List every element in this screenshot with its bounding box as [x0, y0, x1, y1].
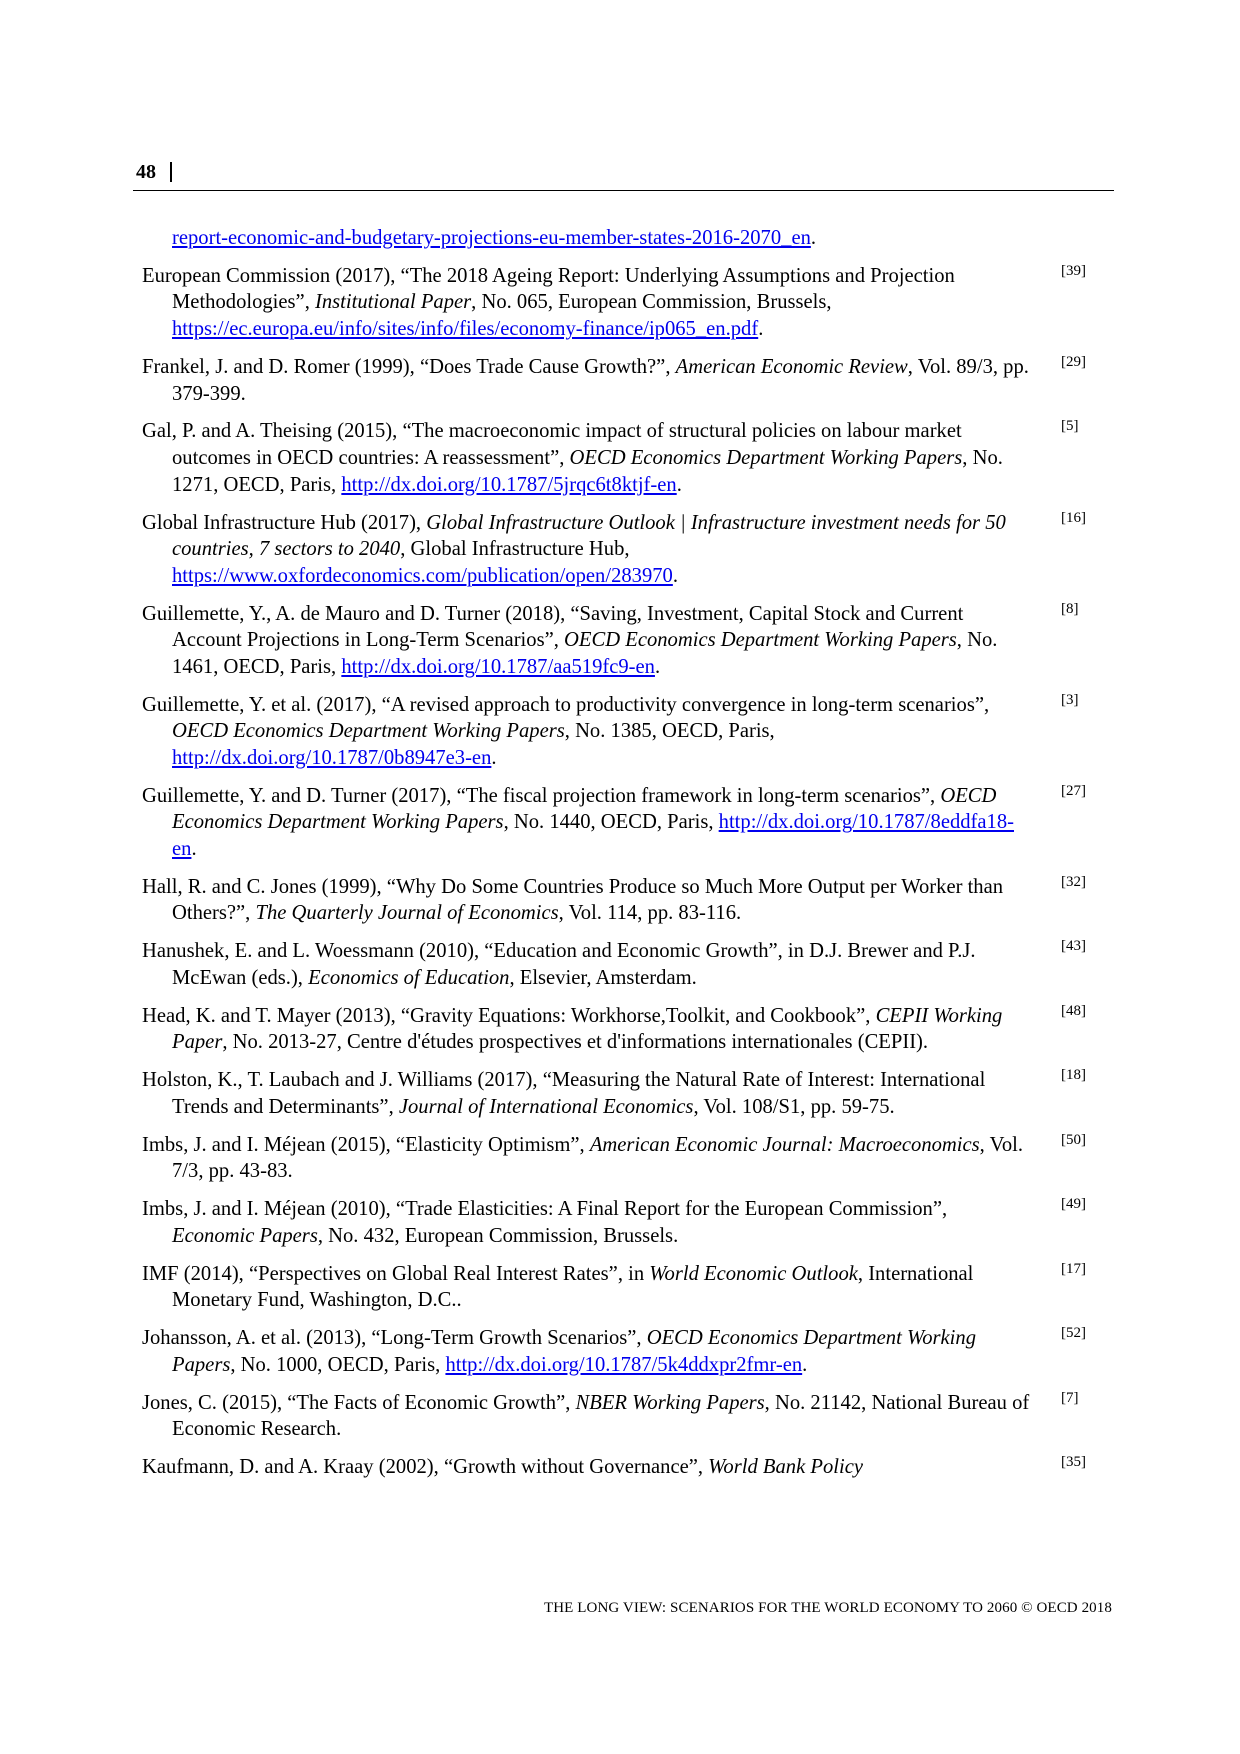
header-separator-bar	[170, 162, 172, 182]
reference-number: [8]	[1061, 600, 1079, 617]
reference-text: , No. 1461, OECD, Paris,	[172, 629, 998, 678]
reference-text: .	[672, 564, 679, 587]
reference-text: .	[654, 655, 661, 678]
reference-text: Frankel, J. and D. Romer (1999), “Does Trade Cause Growth?”,	[142, 355, 676, 378]
reference-text: Guillemette, Y. and D. Turner (2017), “The fiscal projection framework in long-term scenarios”,	[142, 784, 941, 807]
reference-number: [39]	[1061, 262, 1086, 279]
reference-item	[142, 1261, 1092, 1314]
reference-text-block	[142, 1454, 1032, 1481]
reference-text: .	[191, 837, 197, 860]
reference-text: Imbs, J. and I. Méjean (2015), “Elasticity Optimism”,	[142, 1133, 590, 1156]
reference-text-block	[142, 1196, 1032, 1249]
reference-link[interactable]: https://www.oxfordeconomics.com/publication/open/283970	[172, 564, 673, 587]
reference-text: .	[676, 473, 682, 496]
reference-number: [16]	[1061, 509, 1086, 526]
reference-link[interactable]: report-economic-and-budgetary-projections-eu-member-states-2016-2070_en	[172, 227, 811, 249]
reference-item	[142, 1325, 1092, 1378]
reference-item	[142, 692, 1092, 772]
reference-link[interactable]: http://dx.doi.org/10.1787/0b8947e3-en	[172, 746, 492, 769]
reference-text-block	[142, 510, 1032, 590]
reference-item	[142, 874, 1092, 927]
reference-link[interactable]: http://dx.doi.org/10.1787/5jrqc6t8ktjf-en	[341, 473, 677, 496]
reference-source-title: OECD Economics Department Working Papers	[564, 629, 957, 652]
reference-text: , Vol. 108/S1, pp. 59-75.	[693, 1095, 895, 1118]
reference-text: , No. 1440, OECD, Paris,	[503, 811, 719, 834]
reference-text: .	[758, 318, 764, 341]
reference-text-block	[142, 601, 1032, 681]
reference-text: Hanushek, E. and L. Woessmann (2010), “Education and Economic Growth”, in D.J. Brewer and P.J. McEwan (eds.),	[142, 940, 976, 989]
reference-item	[142, 1196, 1092, 1249]
reference-text-block	[142, 1325, 1032, 1378]
page-footer: THE LONG VIEW: SCENARIOS FOR THE WORLD ECONOMY TO 2060 © OECD 2018	[543, 1600, 1112, 1616]
reference-source-title: American Economic Journal: Macroeconomics	[589, 1133, 980, 1156]
reference-text: Guillemette, Y. et al. (2017), “A revised approach to productivity convergence in long-term scenarios”,	[142, 693, 990, 716]
reference-text: , No. 432, European Commission, Brussels.	[317, 1224, 679, 1247]
reference-item	[142, 1132, 1092, 1185]
reference-text: .	[802, 1353, 808, 1376]
reference-text: , No. 1385, OECD, Paris,	[564, 720, 775, 743]
reference-source-title: CEPII Working Paper	[172, 1004, 1003, 1054]
reference-text: IMF (2014), “Perspectives on Global Real Interest Rates”, in	[142, 1262, 650, 1285]
reference-number: [50]	[1061, 1131, 1086, 1148]
reference-text: .	[491, 746, 497, 769]
reference-number: [18]	[1061, 1067, 1086, 1084]
reference-number: [27]	[1061, 782, 1086, 799]
reference-source-title: American Economic Review	[675, 355, 908, 378]
reference-text: Global Infrastructure Hub (2017),	[142, 511, 427, 534]
reference-number: [49]	[1061, 1196, 1086, 1213]
reference-number: [7]	[1061, 1389, 1079, 1406]
reference-continuation	[142, 225, 1092, 252]
reference-item	[142, 601, 1092, 681]
reference-link[interactable]: http://dx.doi.org/10.1787/8eddfa18-en	[172, 811, 1014, 860]
reference-text: Imbs, J. and I. Méjean (2010), “Trade Elasticities: A Final Report for the European Commission”,	[142, 1198, 948, 1221]
reference-text: Jones, C. (2015), “The Facts of Economic Growth”,	[142, 1391, 576, 1414]
reference-text-block	[142, 1132, 1032, 1185]
reference-text: .	[810, 227, 817, 249]
reference-number: [3]	[1061, 691, 1079, 708]
reference-text-block	[142, 1261, 1032, 1314]
reference-text: , International Monetary Fund, Washington, D.C..	[172, 1262, 974, 1312]
reference-text-block	[142, 263, 1032, 343]
reference-number: [48]	[1061, 1002, 1086, 1019]
reference-item	[142, 418, 1092, 498]
reference-source-title: NBER Working Papers	[575, 1391, 765, 1414]
reference-text-block	[142, 418, 1032, 498]
reference-text-block	[142, 692, 1032, 772]
reference-number: [43]	[1061, 938, 1086, 955]
reference-source-title: Institutional Paper	[315, 291, 472, 314]
reference-source-title: The Quarterly Journal of Economics	[255, 902, 559, 925]
reference-text: , Vol. 7/3, pp. 43-83.	[172, 1133, 1023, 1183]
reference-text-block	[142, 874, 1032, 927]
reference-item	[142, 1454, 1092, 1481]
reference-text-block	[142, 1067, 1032, 1120]
reference-item	[142, 938, 1092, 991]
reference-source-title: OECD Economics Department Working Papers	[172, 720, 565, 743]
reference-item	[142, 783, 1092, 863]
reference-item	[142, 1003, 1092, 1056]
reference-text: , No. 2013-27, Centre d'études prospectives et d'informations internationales (CEPII).	[222, 1031, 929, 1054]
reference-text: , Vol. 114, pp. 83-116.	[558, 902, 742, 925]
reference-text-block	[142, 354, 1032, 407]
reference-link[interactable]: https://ec.europa.eu/info/sites/info/files/economy-finance/ip065_en.pdf	[172, 318, 759, 341]
reference-text-block	[142, 938, 1032, 991]
reference-text: Hall, R. and C. Jones (1999), “Why Do Some Countries Produce so Much More Output per Worker than Others?”,	[142, 875, 1004, 925]
reference-text: Head, K. and T. Mayer (2013), “Gravity Equations: Workhorse,Toolkit, and Cookbook”,	[142, 1004, 876, 1027]
reference-number: [52]	[1061, 1325, 1086, 1342]
reference-text: Guillemette, Y., A. de Mauro and D. Turner (2018), “Saving, Investment, Capital Stock and Current Account Projections in Long-Term Scenarios”,	[142, 602, 964, 652]
reference-text: European Commission (2017), “The 2018 Ageing Report: Underlying Assumptions and Projection Methodologies”,	[142, 264, 955, 314]
reference-text: , No. 1000, OECD, Paris,	[230, 1353, 446, 1376]
reference-text: , Elsevier, Amsterdam.	[509, 966, 697, 989]
reference-text: , Vol. 89/3, pp. 379-399.	[172, 355, 1029, 405]
reference-text: Gal, P. and A. Theising (2015), “The macroeconomic impact of structural policies on labour market outcomes in OECD countries: A reassessment”,	[142, 420, 962, 470]
reference-source-title: OECD Economics Department Working Papers	[172, 1327, 976, 1376]
reference-source-title: Economic Papers	[172, 1224, 318, 1247]
reference-text: Johansson, A. et al. (2013), “Long-Term Growth Scenarios”,	[142, 1327, 647, 1350]
reference-number: [35]	[1061, 1454, 1086, 1471]
reference-text: Holston, K., T. Laubach and J. Williams (2017), “Measuring the Natural Rate of Interest: International Trends and Determinants”,	[142, 1069, 986, 1118]
reference-source-title: World Economic Outlook	[649, 1262, 858, 1285]
reference-source-title: OECD Economics Department Working Papers	[172, 784, 997, 834]
reference-text: , No. 1271, OECD, Paris,	[172, 447, 1003, 496]
reference-text: , No. 065, European Commission, Brussels,	[471, 291, 832, 314]
page-number: 48	[136, 161, 156, 183]
reference-link[interactable]: http://dx.doi.org/10.1787/5k4ddxpr2fmr-en	[445, 1353, 803, 1376]
page-header	[133, 158, 1114, 191]
reference-number: [29]	[1061, 353, 1086, 370]
reference-text-block	[142, 783, 1032, 863]
reference-text: , Global Infrastructure Hub,	[400, 538, 630, 561]
reference-source-title: Economics of Education	[308, 966, 510, 989]
reference-text: , No. 21142, National Bureau of Economic Research.	[172, 1391, 1030, 1441]
reference-source-title: Journal of International Economics	[398, 1095, 694, 1118]
reference-item	[142, 510, 1092, 590]
reference-link[interactable]: http://dx.doi.org/10.1787/aa519fc9-en	[341, 655, 655, 678]
reference-item	[142, 1390, 1092, 1443]
reference-number: [32]	[1061, 873, 1086, 890]
reference-number: [17]	[1061, 1260, 1086, 1277]
reference-text-block	[142, 1003, 1032, 1056]
reference-text-block	[142, 1390, 1032, 1443]
reference-list	[142, 225, 1092, 1492]
reference-item	[142, 263, 1092, 343]
reference-source-title: OECD Economics Department Working Papers	[569, 447, 963, 470]
reference-source-title: World Bank Policy	[708, 1456, 863, 1479]
reference-source-title: Global Infrastructure Outlook | Infrastructure investment needs for 50 countries, 7 sectors to 2040	[172, 511, 1006, 561]
reference-item	[142, 354, 1092, 407]
reference-text: Kaufmann, D. and A. Kraay (2002), “Growth without Governance”,	[142, 1456, 709, 1479]
reference-item	[142, 1067, 1092, 1120]
reference-number: [5]	[1061, 418, 1079, 435]
